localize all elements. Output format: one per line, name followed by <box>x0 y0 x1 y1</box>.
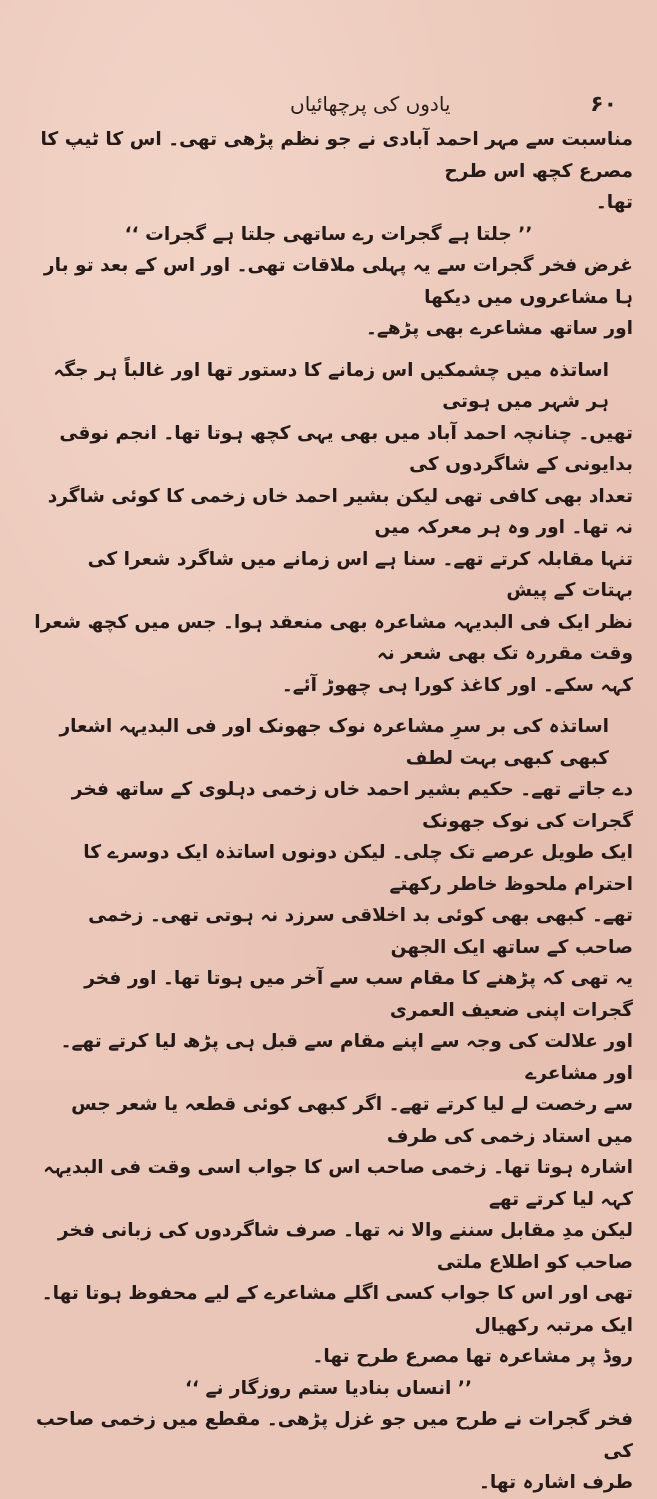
text-line: اساتذہ کی بر سرِ مشاعرہ نوک جھونک اور فی البدیہہ اشعار کبھی کبھی بہت لطف <box>59 716 609 769</box>
page-header <box>40 86 617 122</box>
text-line: تھا۔ <box>595 192 633 213</box>
text-line: اور علالت کی وجہ سے اپنے مقام سے قبل ہی پڑھ لیا کرتے تھے۔ اور مشاعرے <box>60 1031 633 1084</box>
text-line: کہہ سکے۔ اور کاغذ کورا ہی چھوڑ آئے۔ <box>281 674 633 696</box>
verse-line: ’’ جلتا ہے گجرات رے ساتھی جلتا ہے گجرات ‘‘ <box>124 223 533 245</box>
text-line: سے رخصت لے لیا کرتے تھے۔ اگر کبھی کوئی قطعہ یا شعر جس میں استاد زخمی کی طرف <box>71 1094 633 1147</box>
text-line: اور ساتھ مشاعرے بھی پڑھے۔ <box>365 318 633 339</box>
text-line: دے جاتے تھے۔ حکیم بشیر احمد خاں زخمی دہلوی کے ساتھ فخر گجرات کی نوک جھونک <box>71 779 633 832</box>
text-line: لیکن مدِ مقابل سننے والا نہ تھا۔ صرف شاگردوں کی زبانی فخر صاحب کو اطلاع ملتی <box>57 1220 633 1273</box>
text-line: غرض فخر گجرات سے یہ پہلی ملاقات تھی۔ اور اس کے بعد تو بار ہا مشاعروں میں دیکھا <box>43 255 633 308</box>
text-line: تھی اور اس کا جواب کسی اگلے مشاعرے کے لیے محفوظ ہوتا تھا۔ ایک مرتبہ رکھیال <box>41 1283 633 1336</box>
text-line: روڈ پر مشاعرہ تھا مصرع طرح تھا۔ <box>312 1346 633 1367</box>
text-line: ایک طویل عرصے تک چلی۔ لیکن دونوں اساتذہ ایک دوسرے کا احترام ملحوظ خاطر رکھتے <box>83 842 633 895</box>
verse-line: ’’ انساں بنادیا ستم روزگار نے ‘‘ <box>184 1377 473 1399</box>
text-line: مناسبت سے مہر احمد آبادی نے جو نظم پڑھی تھی۔ اس کا ٹیپ کا مصرع کچھ اس طرح <box>40 129 633 182</box>
running-title: یادوں کی پرچھائیاں <box>290 92 451 116</box>
text-line: طرف اشارہ تھا۔ <box>479 1472 633 1493</box>
text-line: تنہا مقابلہ کرتے تھے۔ سنا ہے اس زمانے میں شاگرد شعرا کی بہتات کے پیش <box>87 548 633 601</box>
text-line: اشارہ ہوتا تھا۔ زخمی صاحب اس کا جواب اسی وقت فی البدیہہ کہہ لیا کرتے تھے <box>43 1157 633 1210</box>
text-line: اساتذہ میں چشمکیں اس زمانے کا دستور تھا اور غالباً ہر جگہ ہر شہر میں ہوتی <box>53 359 609 412</box>
text-line: نظر ایک فی البدیہہ مشاعرہ بھی منعقد ہوا۔ جس میں کچھ شعرا وقت مقررہ تک بھی شعر نہ <box>34 611 633 664</box>
text-line: تھیں۔ چنانچہ احمد آباد میں بھی یہی کچھ ہوتا تھا۔ انجم نوقی بدایونی کے شاگردوں کی <box>59 422 633 475</box>
text-line: تعداد بھی کافی تھی لیکن بشیر احمد خاں زخمی کا کوئی شاگرد نہ تھا۔ اور وہ ہر معرکہ میں <box>47 485 633 538</box>
text-line: یہ تھی کہ پڑھنے کا مقام سب سے آخر میں ہوتا تھا۔ اور فخر گجرات اپنی ضعیف العمری <box>84 968 633 1021</box>
text-line: فخر گجرات نے طرح میں جو غزل پڑھی۔ مقطع میں زخمی صاحب کی <box>36 1409 633 1462</box>
page-body <box>34 124 633 1493</box>
text-line: تھے۔ کبھی بھی کوئی بد اخلاقی سرزد نہ ہوتی تھی۔ زخمی صاحب کے ساتھ ایک الجھن <box>88 905 633 958</box>
page-number: ۶۰ <box>590 91 617 117</box>
